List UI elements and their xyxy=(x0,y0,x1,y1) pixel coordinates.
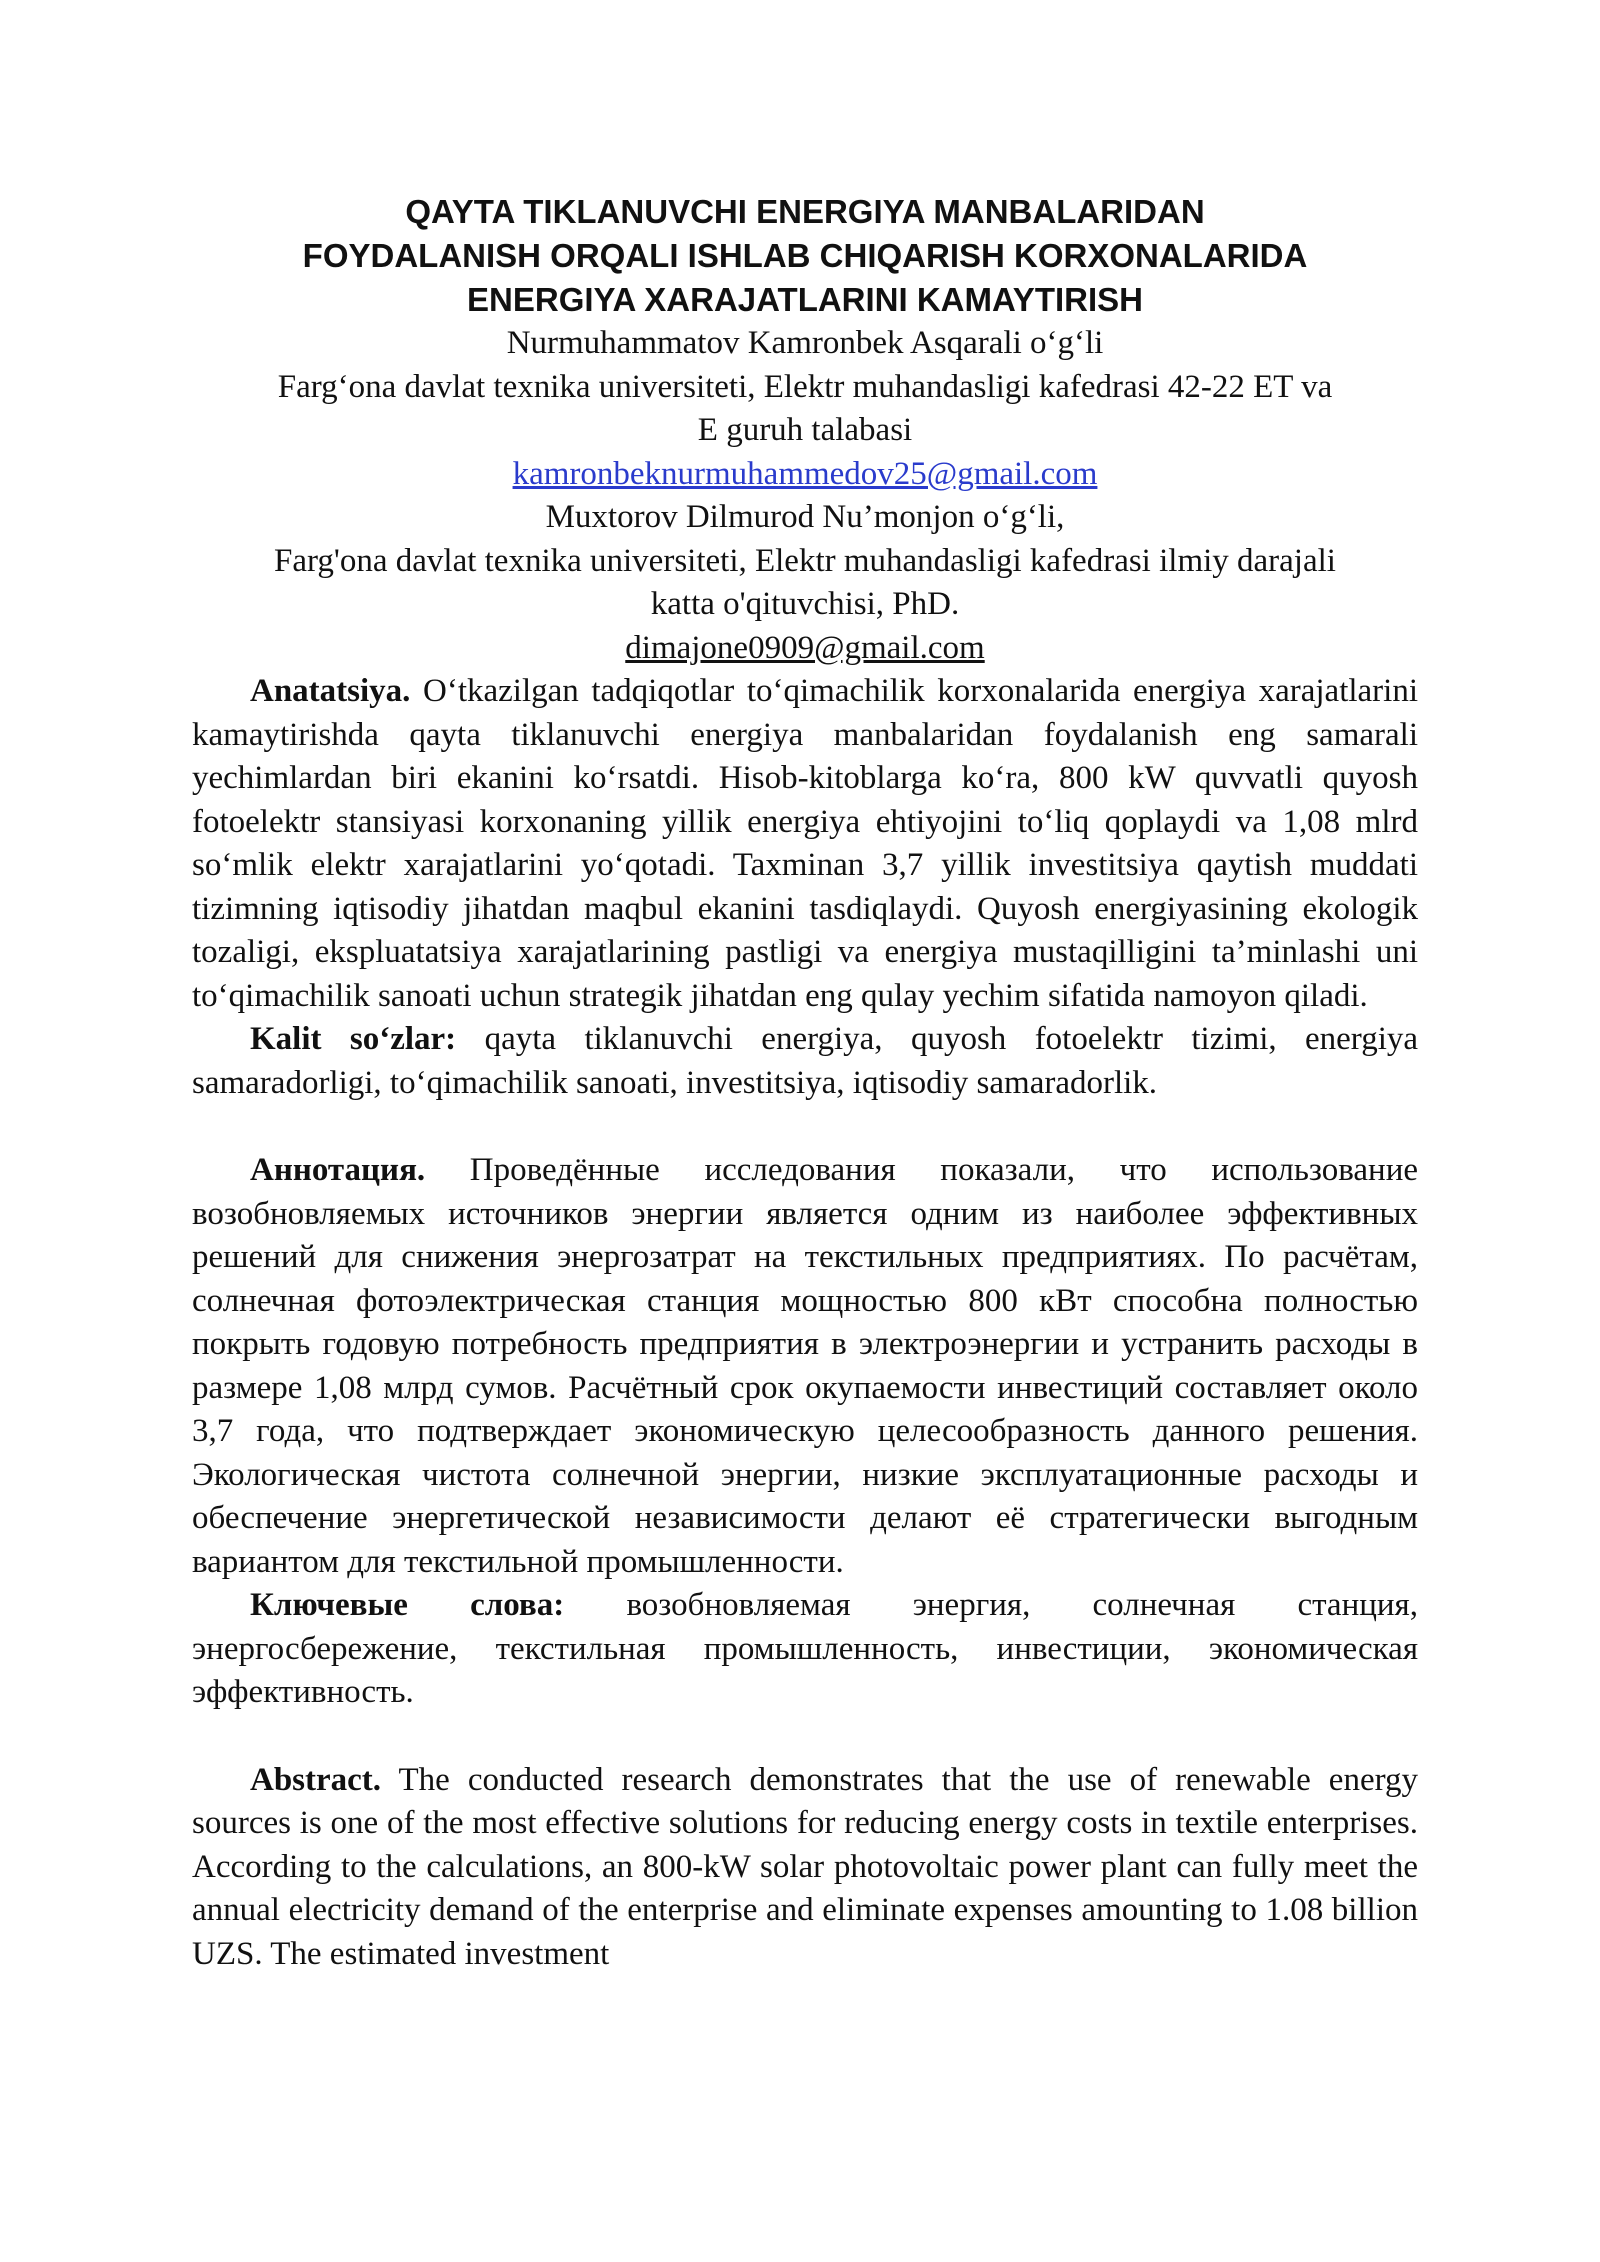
author-email: dimajone0909@gmail.com xyxy=(625,629,985,666)
author-email-line xyxy=(192,453,1418,497)
author-block-1 xyxy=(192,322,1418,496)
abstract-uz-text: O‘tkazilgan tadqiqotlar to‘qimachilik korxonalarida energiya xarajatlarini kamaytirishda qayta tiklanuvchi energiya manbalaridan foydalanish eng samarali yechimlardan biri ekanini ko‘rsatdi. Hisob-kitoblarga ko‘ra, 800 kW quvvatli quyosh fotoelektr stansiyasi korxonaning yillik energiya ehtiyojini to‘liq qoplaydi va 1,08 mlrd so‘mlik elektr xarajatlarini yo‘qotadi. Taxminan 3,7 yillik investitsiya qaytish muddati tizimning iqtisodiy jihatdan maqbul ekanini tasdiqlaydi. Quyosh energiyasining ekologik tozaligi, ekspluatatsiya xarajatlarining pastligi va energiya mustaqilligini ta’minlashi uni to‘qimachilik sanoati uchun strategik jihatdan eng qulay yechim sifatida namoyon qiladi. xyxy=(192,673,1418,1014)
keywords-ru-label: Ключевые слова: xyxy=(250,1587,565,1623)
keywords-uz-text: qayta tiklanuvchi energiya, quyosh fotoelektr tizimi, energiya samaradorligi, to‘qimachilik sanoati, investitsiya, iqtisodiy samaradorlik. xyxy=(192,1021,1419,1101)
abstract-ru xyxy=(192,1149,1418,1584)
abstract-uz xyxy=(192,670,1418,1018)
author-affiliation: Farg'ona davlat texnika universiteti, Elektr muhandasligi kafedrasi ilmiy darajali xyxy=(274,542,1336,579)
paper-title xyxy=(192,190,1418,322)
abstract-ru-text: Проведённые исследования показали, что использование возобновляемых источников энергии является одним из наиболее эффективных решений для снижения энергозатрат на текстильных предприятиях. По расчётам, солнечная фотоэлектрическая станция мощностью 800 кВт способна полностью покрыть годовую потребность предприятия в электроэнергии и устранить расходы в размере 1,08 млрд сумов. Расчётный срок окупаемости инвестиций составляет около 3,7 года, что подтверждает экономическую целесообразность данного решения. Экологическая чистота солнечной энергии, низкие эксплуатационные расходы и обеспечение энергетической независимости делают её стратегически выгодным вариантом для текстильной промышленности. xyxy=(192,1152,1418,1580)
keywords-uz xyxy=(192,1018,1418,1105)
author-affiliation-cont: E guruh talabasi xyxy=(697,412,913,448)
keywords-ru-text: возобновляемая энергия, солнечная станция, энергосбережение, текстильная промышленность, инвестиции, экономическая эффективность. xyxy=(192,1587,1418,1710)
abstract-en-label: Abstract. xyxy=(250,1761,382,1798)
abstract-ru-label: Аннотация. xyxy=(250,1152,426,1188)
author-email-line xyxy=(192,627,1418,671)
paper-page xyxy=(192,190,1418,1976)
author-affiliation-cont: katta o'qituvchisi, PhD. xyxy=(650,586,960,622)
title-line-1: QAYTA TIKLANUVCHI ENERGIYA MANBALARIDAN xyxy=(405,193,1205,230)
keywords-uz-label: Kalit so‘zlar: xyxy=(250,1021,457,1057)
title-line-2: FOYDALANISH ORQALI ISHLAB CHIQARISH KORXONALARIDA xyxy=(302,237,1308,274)
abstract-en xyxy=(192,1759,1418,1977)
author-affiliation: Farg‘ona davlat texnika universiteti, Elektr muhandasligi kafedrasi 42-22 ET va xyxy=(277,368,1333,405)
author-email-link[interactable]: kamronbeknurmuhammedov25@gmail.com xyxy=(512,455,1098,492)
keywords-ru xyxy=(192,1584,1418,1715)
section-gap xyxy=(192,1105,1418,1149)
section-gap xyxy=(192,1715,1418,1759)
author-name: Muxtorov Dilmurod Nu’monjon o‘g‘li, xyxy=(545,499,1065,535)
abstract-uz-label: Anatatsiya. xyxy=(250,673,411,709)
abstract-en-text: The conducted research demonstrates that the use of renewable energy sources is one of the most effective solutions for reducing energy costs in textile enterprises. According to the calculations, an 800-kW solar photovoltaic power plant can fully meet the annual electricity demand of the enterprise and eliminate expenses amounting to 1.08 billion UZS. The estimated investment xyxy=(192,1761,1418,1972)
author-block-2 xyxy=(192,496,1418,670)
title-line-3: ENERGIYA XARAJATLARINI KAMAYTIRISH xyxy=(467,281,1143,318)
author-name: Nurmuhammatov Kamronbek Asqarali o‘g‘li xyxy=(506,325,1104,361)
